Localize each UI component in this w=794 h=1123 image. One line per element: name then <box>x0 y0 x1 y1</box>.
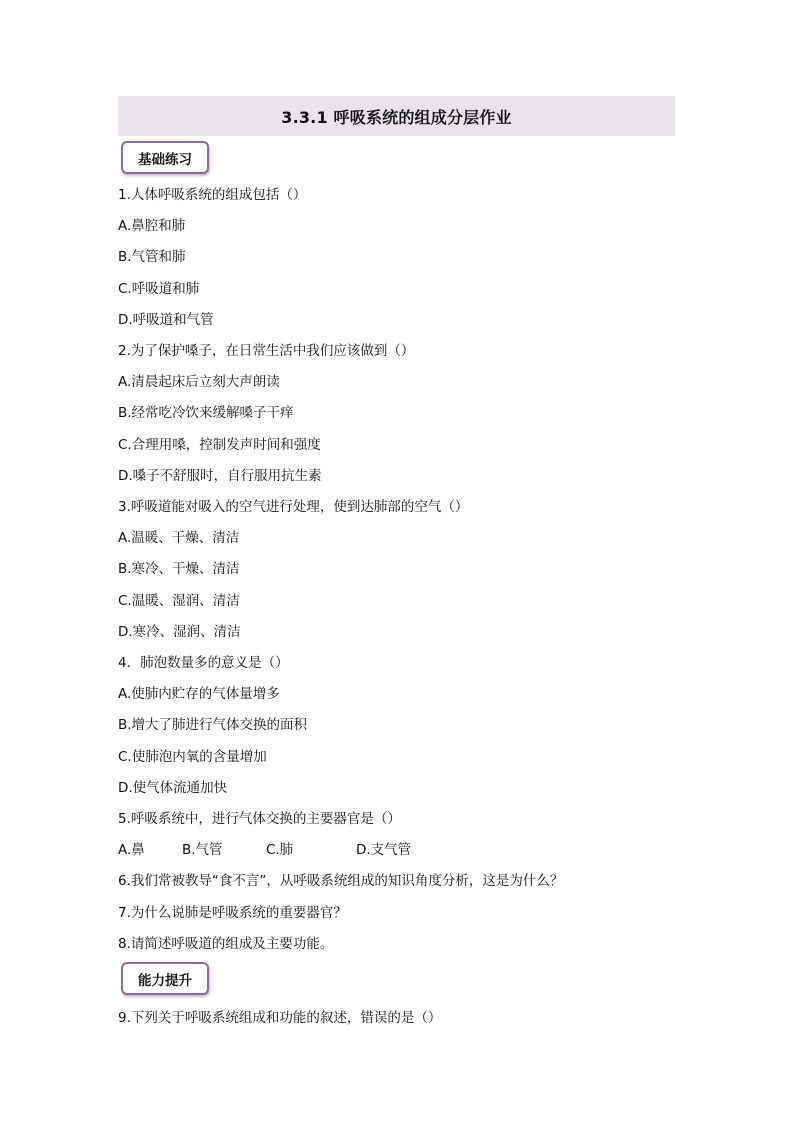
page-title: 3.3.1 呼吸系统的组成分层作业 <box>281 107 512 127</box>
question-1: 1.人体呼吸系统的组成包括（） <box>118 187 307 203</box>
option-2a: A.清晨起床后立刻大声朗读 <box>118 374 280 390</box>
option-1c: C.呼吸道和肺 <box>118 281 200 297</box>
option-3a: A.温暖、干燥、清洁 <box>118 530 240 546</box>
option-2c: C.合理用嗓，控制发声时间和强度 <box>118 437 321 453</box>
question-7: 7.为什么说肺是呼吸系统的重要器官？ <box>118 905 347 921</box>
option-1b: B.气管和肺 <box>118 249 186 265</box>
section-tag-basic <box>121 141 209 174</box>
question-2: 2.为了保护嗓子，在日常生活中我们应该做到（） <box>118 343 415 359</box>
question-9: 9.下列关于呼吸系统组成和功能的叙述，错误的是（） <box>118 1010 442 1026</box>
section-label-advanced: 能力提升 <box>138 972 192 989</box>
option-5a: A.鼻 <box>118 842 145 858</box>
option-4a: A.使肺内贮存的气体量增多 <box>118 686 280 702</box>
question-5: 5.呼吸系统中，进行气体交换的主要器官是（） <box>118 811 401 827</box>
option-4d: D.使气体流通加快 <box>118 780 228 796</box>
option-3c: C.温暖、湿润、清洁 <box>118 593 240 609</box>
option-2b: B.经常吃冷饮来缓解嗓子干痒 <box>118 405 294 421</box>
section-tag-advanced <box>121 962 209 995</box>
question-4: 4．肺泡数量多的意义是（） <box>118 655 289 671</box>
option-4b: B.增大了肺进行气体交换的面积 <box>118 717 308 733</box>
option-1a: A.鼻腔和肺 <box>118 218 186 234</box>
question-8: 8.请简述呼吸道的组成及主要功能。 <box>118 936 334 952</box>
title-banner <box>118 96 675 136</box>
option-3b: B.寒冷、干燥、清洁 <box>118 561 240 577</box>
option-5c: C.肺 <box>266 842 294 858</box>
question-6: 6.我们常被教导“食不言”，从呼吸系统组成的知识角度分析，这是为什么？ <box>118 873 564 889</box>
options-5-row <box>118 841 411 859</box>
option-4c: C.使肺泡内氧的含量增加 <box>118 749 267 765</box>
section-label-basic: 基础练习 <box>138 151 192 168</box>
question-3: 3.呼吸道能对吸入的空气进行处理，使到达肺部的空气（） <box>118 499 469 515</box>
option-1d: D.呼吸道和气管 <box>118 312 214 328</box>
option-3d: D.寒冷、湿润、清洁 <box>118 624 241 640</box>
option-5b: B.气管 <box>182 842 223 858</box>
option-5d: D.支气管 <box>356 842 412 858</box>
option-2d: D.嗓子不舒服时，自行服用抗生素 <box>118 468 322 484</box>
